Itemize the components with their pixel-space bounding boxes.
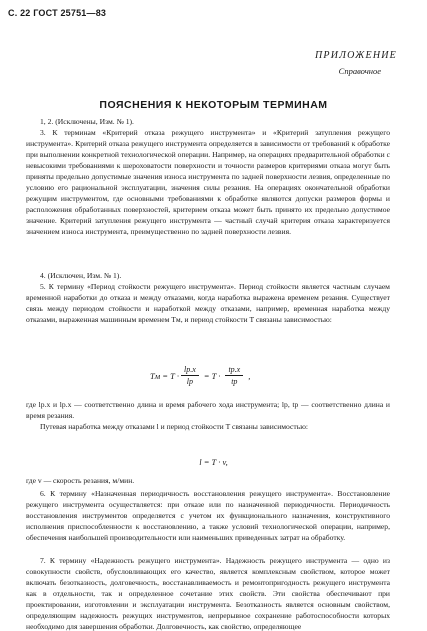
page-header: С. 22 ГОСТ 25751—83	[8, 8, 107, 18]
appendix-subtitle: Справочное	[338, 66, 381, 76]
paragraph-6: 6. К термину «Назначенная периодичность восстановления режущего инструмента». Восстановление режущего инструмента осуществляется: при отказе или по назначенной периодичности. Периодичность восстановления инструментов определяется с учетом их функционального назначения, конструктивного исполнения приспособленности к восстановлению, а также условий технологической операции, например, обеспечения наибольшей производительности или наименьших приведенных затрат на обработку.	[26, 489, 390, 543]
fraction-length-denominator: lр	[186, 377, 193, 386]
paragraph-path-operating-time: Путевая наработка между отказами l и период стойкости T связаны зависимостью:	[40, 422, 308, 431]
fraction-length-numerator: lр.х	[181, 365, 199, 376]
paragraph-speed-note: где v — скорость резания, м/мин.	[26, 476, 135, 485]
fraction-time-denominator: tр	[231, 377, 238, 386]
paragraph-5: 5. К термину «Период стойкости режущего инструмента». Период стойкости является частным случаем временной наработки до отказа и между отказами, когда наработка выражена временем резания. Существует связь между периодом стойкости и наработкой между отказами, например, временная наработка между отказами, выраженная машинным временем Tм, и период стойкости T связаны зависимостью:	[26, 282, 390, 325]
fraction-time-numerator: tр.х	[225, 365, 243, 376]
fraction-length	[181, 365, 199, 386]
appendix-title: ПРИЛОЖЕНИЕ	[315, 50, 397, 61]
paragraph-7: 7. К термину «Надежность режущего инструмента». Надежность режущего инструмента — одно из совокупности свойств, обусловливающих его качество, является комплексным свойством, которое может включать безотказность, долговечность, восстанавливаемость и ремонтопригодность режущего инструмента как в отдельности, так и определенное сочетание этих свойств. Эти свойства обеспечивают при проектировании, изготовлении и эксплуатации инструмента. Безотказность является основным свойством, определяющим надежность режущих инструментов, непрерывное сохранение работоспособности которых необходимо для завершения обработки. Долговечность, как свойство, определяющее	[26, 556, 390, 631]
formula-machine-time	[150, 365, 250, 386]
section-title: ПОЯСНЕНИЯ К НЕКОТОРЫМ ТЕРМИНАМ	[99, 99, 328, 111]
formula-path-time: l = T · v,	[199, 457, 228, 467]
paragraph-3: 3. К терминам «Критерий отказа режущего инструмента» и «Критерий затупления режущего инструмента». Критерий отказа режущего инструмента определяется в зависимости от требований к обработке при выполнении конкретной технологической операции. Например, на операциях предварительной обработки с невысокими требованиями к шероховатости поверхности и точности размеров критериями отказа могут быть приняты предельно допустимые значения износа инструмента по задней поверхности лезвия, определенные по условию его рациональной эксплуатации, значения силы резания. На операциях окончательной обработки режущим инструментом, где основными требованиями к обработке являются допуски размеров формы и расположения обработанных поверхностей, критерием отказа может быть принято их предельно допустимое значение. Критерий затупления режущего инструмента — частный случай критерия отказа характеризуется значением износа инструмента, преимущественно по задней поверхности лезвия.	[26, 128, 390, 237]
formula-middle: = T ·	[203, 370, 221, 381]
fraction-time	[225, 365, 243, 386]
paragraph-4: 4. (Исключен, Изм. № 1).	[40, 271, 122, 280]
paragraph-1-2: 1, 2. (Исключены, Изм. № 1).	[40, 117, 134, 126]
formula-lhs: Tм = T ·	[150, 370, 179, 381]
formula-tail: ,	[248, 370, 251, 381]
paragraph-formula-explanation: где lр.х и lр.х — соответственно длина и время рабочего хода инструмента; lр, tр — соответственно длина и время резания.	[26, 400, 390, 421]
